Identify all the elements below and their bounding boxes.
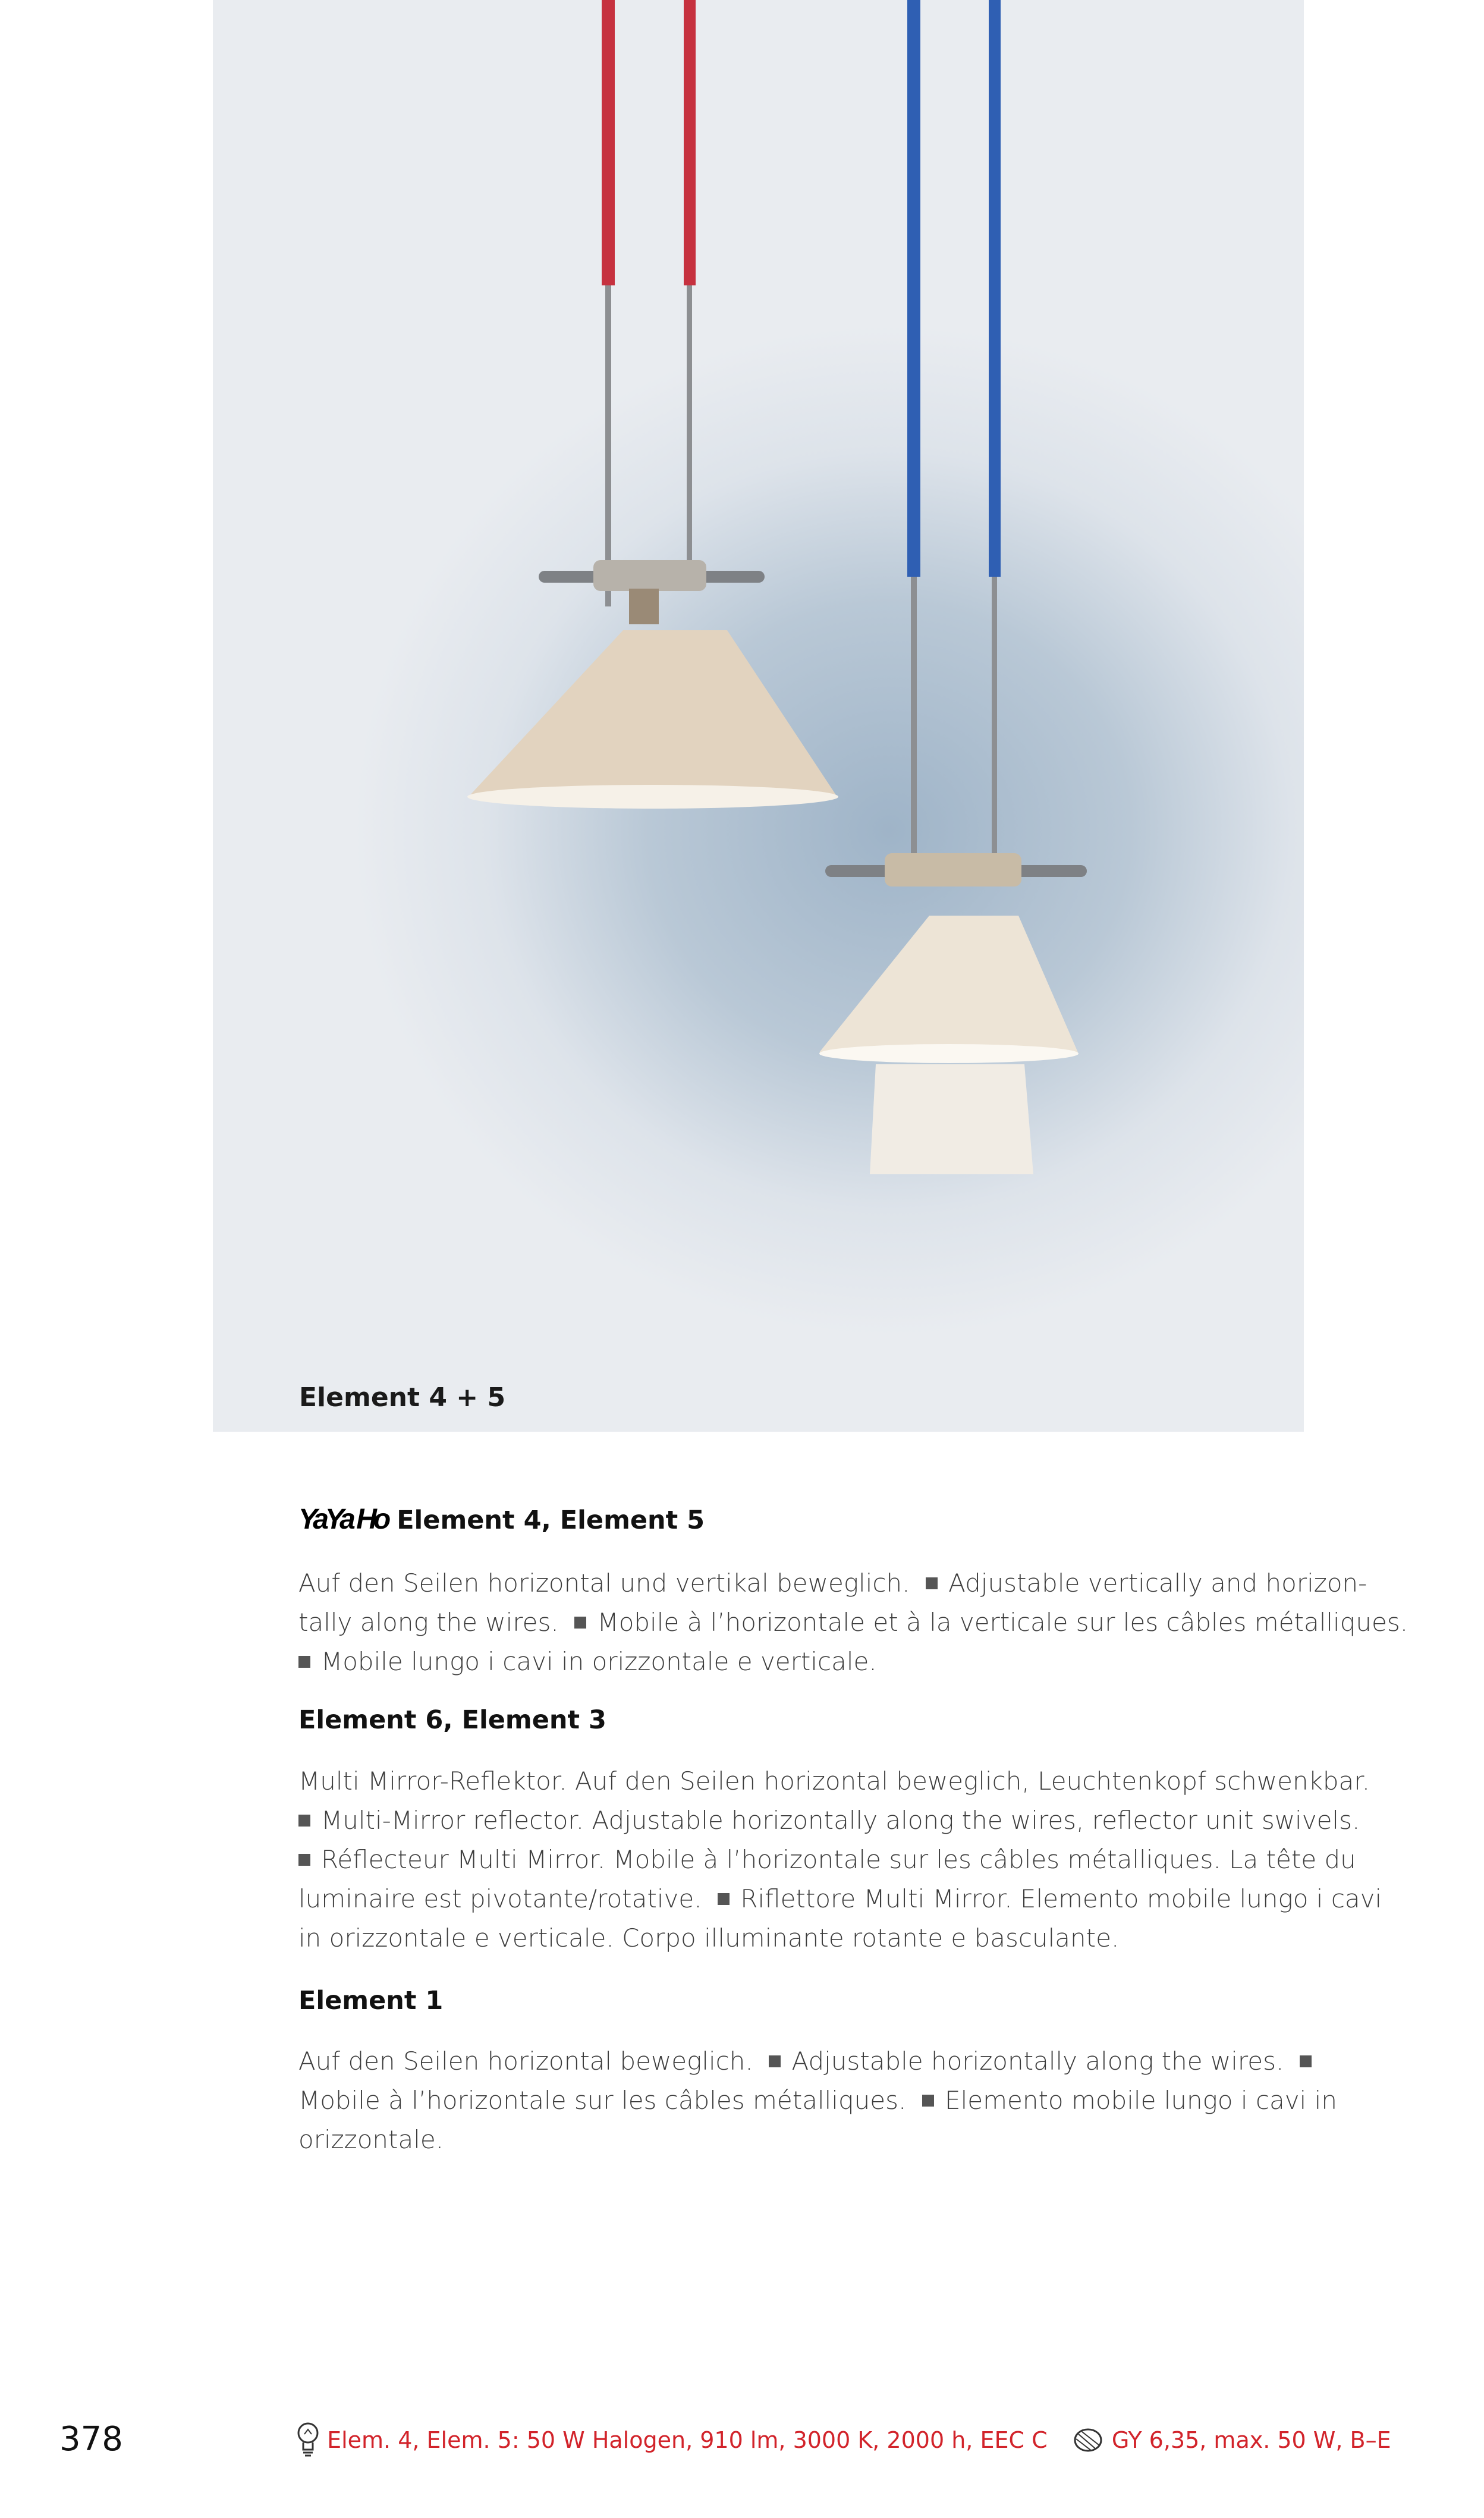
bullet-square-icon — [922, 2095, 934, 2107]
lamp-spec: Elem. 4, Elem. 5: 50 W Halogen, 910 lm, 3000 K, 2000 h, EEC C — [327, 2427, 1048, 2453]
bullet-square-icon — [298, 1815, 310, 1827]
photo-caption: Element 4 + 5 — [299, 1382, 506, 1413]
yaya-ho-logo: YaYa Ho — [298, 1504, 388, 1535]
section-heading-element-6-3 — [298, 1705, 606, 1735]
text-line: Réflecteur Multi Mirror. Mobile à l’horizontale sur les câbles métalliques. La tête du — [298, 1840, 1309, 1879]
socket-icon — [1071, 2426, 1105, 2454]
text-line: Mobile à l’horizontale sur les câbles métalliques. Elemento mobile lungo i cavi in — [298, 2086, 1337, 2115]
lamp-pendant-photo — [213, 0, 1304, 1432]
section-title: Element 6, Element 3 — [298, 1705, 606, 1735]
product-photo — [213, 0, 1304, 1432]
text-line: Auf den Seilen horizontal beweglich. Adjustable horizontally along the wires. — [298, 2042, 1309, 2081]
bullet-square-icon — [926, 1577, 938, 1589]
text-line: luminaire est pivotante/rotative. Riflettore Multi Mirror. Elemento mobile lungo i cavi — [298, 1884, 1382, 1913]
page-number: 378 — [59, 2420, 123, 2459]
text-line: tally along the wires. Mobile à l’horizontale et à la verticale sur les câbles métalliques. — [298, 1608, 1408, 1637]
bullet-square-icon — [574, 1617, 586, 1629]
text-line: Auf den Seilen horizontal und vertikal beweglich. Adjustable vertically and horizon- — [298, 1568, 1367, 1598]
text-line: Mobile lungo i cavi in orizzontale e verticale. — [298, 1642, 1309, 1681]
text-line: Multi-Mirror reflector. Adjustable horizontally along the wires, reflector unit swivels. — [298, 1801, 1309, 1840]
text-line: orizzontale. — [298, 2125, 444, 2154]
text-line: in orizzontale e verticale. Corpo illuminante rotante e basculante. — [298, 1923, 1120, 1953]
section-text-element-4-5 — [298, 1564, 1408, 1681]
bullet-square-icon — [718, 1893, 730, 1905]
section-text-element-6-3 — [298, 1762, 1382, 1958]
socket-spec: GY 6,35, max. 50 W, B–E — [1111, 2427, 1391, 2453]
bulb-icon — [296, 2421, 320, 2459]
footer-spec — [296, 2421, 1391, 2459]
section-title: Element 1 — [298, 1986, 444, 2016]
bullet-square-icon — [769, 2055, 781, 2067]
bullet-square-icon — [298, 1656, 310, 1668]
section-text-element-1 — [298, 2042, 1337, 2159]
section-heading-element-4-5 — [298, 1503, 705, 1536]
bullet-square-icon — [1300, 2055, 1312, 2067]
section-title: Element 4, Element 5 — [397, 1505, 705, 1535]
section-heading-element-1 — [298, 1986, 443, 2016]
text-line: Multi Mirror-Reflektor. Auf den Seilen horizontal beweglich, Leuchtenkopf schwenkbar. — [298, 1766, 1370, 1796]
bullet-square-icon — [298, 1854, 310, 1866]
